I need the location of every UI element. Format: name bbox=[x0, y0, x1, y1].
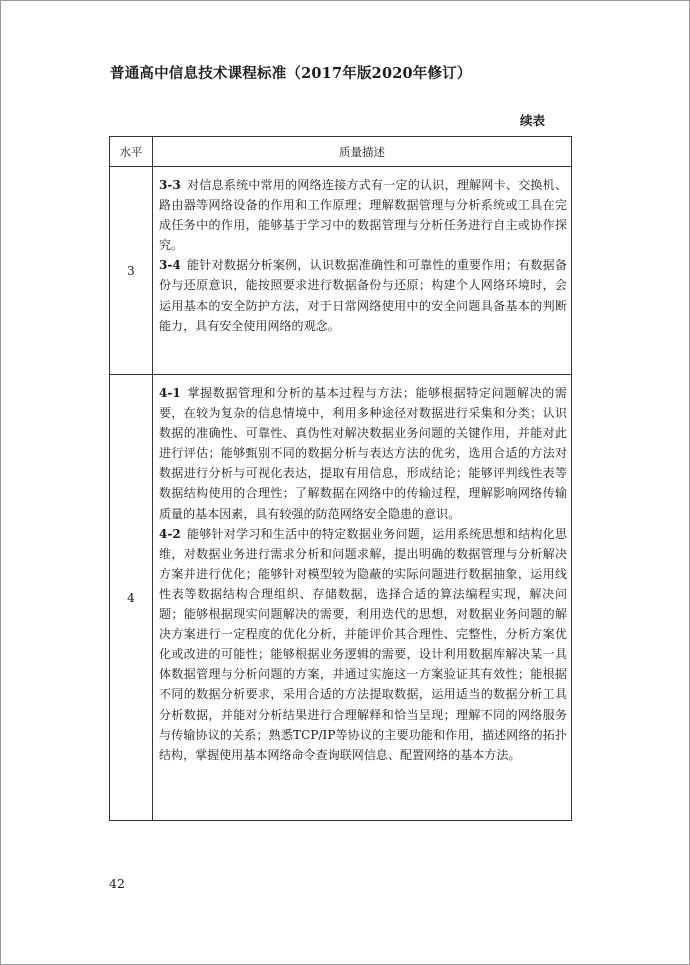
description-cell bbox=[153, 375, 572, 821]
quality-item bbox=[159, 524, 567, 765]
quality-item bbox=[159, 255, 567, 335]
table-row bbox=[110, 167, 572, 375]
item-text: 对信息系统中常用的网络连接方式有一定的认识，理解网卡、交换机、路由器等网络设备的作用和工作原理；理解数据管理与分析系统或工具在完成任务中的作用，能够基于学习中的数据管理与分析任务进行自主或协作探究。 bbox=[159, 178, 567, 253]
table-continued-label: 续表 bbox=[519, 113, 545, 128]
item-text: 掌握数据管理和分析的基本过程与方法；能够根据特定问题解决的需要，在较为复杂的信息情境中，利用多种途径对数据进行采集和分类；认识数据的准确性、可靠性、真伪性对解决数据业务问题的关键作用，并能对此进行评估；能够甄别不同的数据分析与表达方法的优劣，选用合适的方法对数据进行分析与可视化表达，提取有用信息，形成结论；能够评判线性表等数据结构使用的合理性；了解数据在网络中的传输过程，理解影响网络传输质量的基本因素，具有较强的防范网络安全隐患的意识。 bbox=[159, 386, 567, 521]
item-code: 3-4 bbox=[159, 258, 181, 273]
column-header-level: 水平 bbox=[110, 137, 153, 167]
level-cell: 4 bbox=[110, 375, 153, 821]
column-header-description: 质量描述 bbox=[153, 137, 572, 167]
level-cell: 3 bbox=[110, 167, 153, 375]
item-code: 4-2 bbox=[159, 526, 181, 541]
table-row bbox=[110, 375, 572, 821]
quality-standard-table bbox=[109, 136, 572, 821]
table-header-row bbox=[110, 137, 572, 167]
item-text: 能够针对学习和生活中的特定数据业务问题，运用系统思想和结构化思维，对数据业务进行需求分析和问题求解，提出明确的数据管理与分析解决方案并进行优化；能够针对模型较为隐蔽的实际问题进行数据抽象，运用线性表等数据结构合理组织、存储数据，选择合适的算法编程实现，解决问题；能够根据现实问题解决的需要，利用迭代的思想，对数据业务问题的解决方案进行一定程度的优化分析，并能评价其合理性、完整性，分析方案优化或改进的可能性；能够根据业务逻辑的需要，设计利用数据库解决某一具体数据管理与分析问题的方案，并通过实施这一方案验证其有效性；能根据不同的数据分析要求，采用合适的方法提取数据，运用适当的数据分析工具分析数据，并能对分析结果进行合理解释和恰当呈现；理解不同的网络服务与传输协议的关系；熟悉TCP/IP等协议的主要功能和作用，描述网络的拓扑结构，掌握使用基本网络命令查询联网信息、配置网络的基本方法。 bbox=[159, 526, 567, 762]
item-code: 4-1 bbox=[159, 386, 181, 400]
description-cell bbox=[153, 167, 572, 375]
running-header-title: 普通高中信息技术课程标准（2017年版2020年修订） bbox=[110, 65, 472, 82]
quality-item bbox=[159, 175, 567, 255]
page-number: 42 bbox=[109, 876, 125, 891]
item-code: 3-3 bbox=[159, 178, 181, 192]
quality-item bbox=[159, 383, 567, 524]
item-text: 能针对数据分析案例，认识数据准确性和可靠性的重要作用；有数据备份与还原意识，能按照要求进行数据备份与还原；构建个人网络环境时，会运用基本的安全防护方法，对于日常网络使用中的安全问题具备基本的判断能力，具有安全使用网络的观念。 bbox=[159, 258, 567, 333]
